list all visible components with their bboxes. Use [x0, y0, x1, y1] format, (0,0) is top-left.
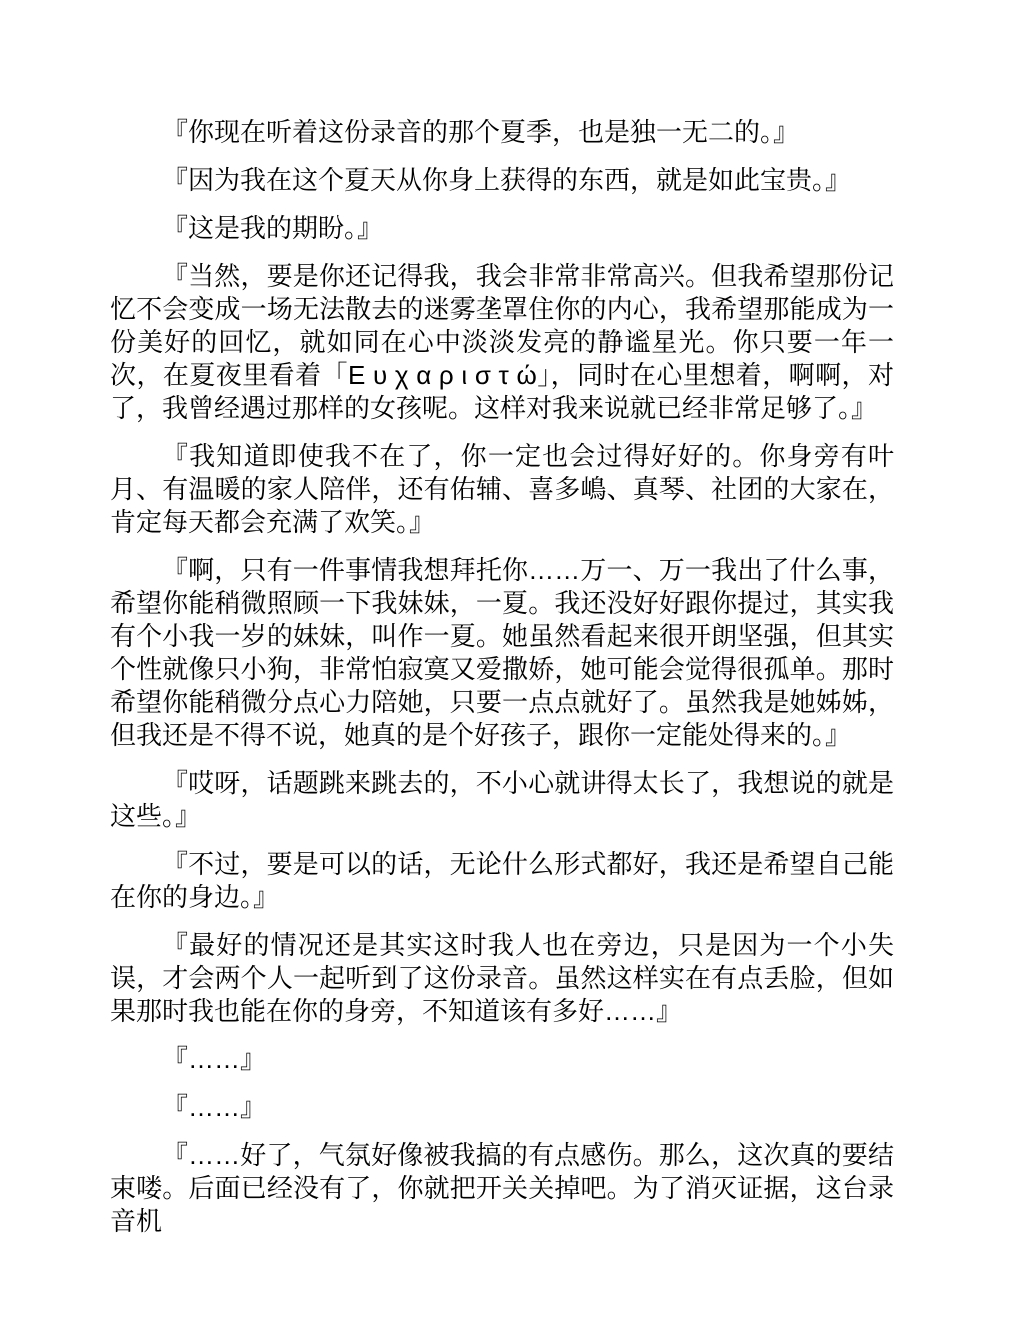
paragraph-9: 『最好的情况还是其实这时我人也在旁边，只是因为一个小失误，才会两个人一起听到了这份录音。虽然这样实在有点丢脸，但如果那时我也能在你的身旁，不知道该有多好……』: [110, 930, 894, 1026]
paragraph-2: 『因为我在这个夏天从你身上获得的东西，就是如此宝贵。』: [162, 165, 852, 195]
paragraph-5: 『我知道即使我不在了，你一定也会过得好好的。你身旁有叶月、有温暖的家人陪伴，还有佑辅、喜多嶋、真琴、社团的大家在，肯定每天都会充满了欢笑。』: [110, 441, 894, 537]
paragraph-11: 『……』: [162, 1092, 267, 1122]
paragraph-6: 『啊，只有一件事情我想拜托你……万一、万一我出了什么事，希望你能稍微照顾一下我妹妹，一夏。我还没好好跟你提过，其实我有个小我一岁的妹妹，叫作一夏。她虽然看起来很开朗坚强，但其实个性就像只小狗，非常怕寂寞又爱撒娇，她可能会觉得很孤单。那时希望你能稍微分点心力陪她，只要一点点就好了。虽然我是她姊姊，但我还是不得不说，她真的是个好孩子，跟你一定能处得来的。』: [110, 555, 894, 750]
paragraph-12: 『……好了，气氛好像被我搞的有点感伤。那么，这次真的要结束喽。后面已经没有了，你就把开关关掉吧。为了消灭证据，这台录音机: [110, 1140, 894, 1236]
paragraph-4: 『当然，要是你还记得我，我会非常非常高兴。但我希望那份记忆不会变成一场无法散去的迷雾垄罩住你的内心，我希望那能成为一份美好的回忆，就如同在心中淡淡发亮的静谧星光。你只要一年一次，在夏夜里看着「Ε υ χ α ρ ι σ τ ώ」，同时在心里想着，啊啊，对了，我曾经遇过那样的女孩呢。这样对我来说就已经非常足够了。』: [110, 261, 894, 423]
paragraph-7: 『哎呀，话题跳来跳去的，不小心就讲得太长了，我想说的就是这些。』: [110, 768, 894, 831]
paragraph-8: 『不过，要是可以的话，无论什么形式都好，我还是希望自己能在你的身边。』: [110, 849, 894, 912]
paragraph-3: 『这是我的期盼。』: [162, 213, 384, 243]
paragraph-1: 『你现在听着这份录音的那个夏季，也是独一无二的。』: [162, 117, 800, 147]
paragraph-10: 『……』: [162, 1044, 267, 1074]
